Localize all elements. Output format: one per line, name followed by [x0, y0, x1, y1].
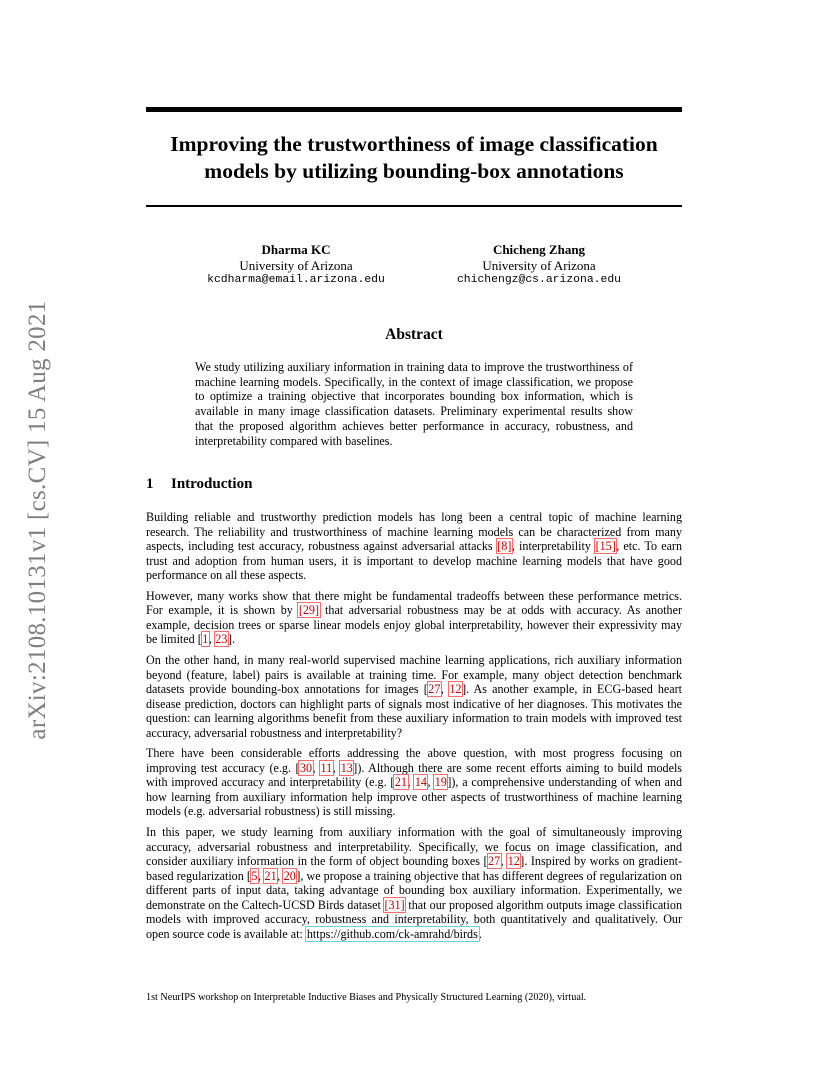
- citation-link[interactable]: 19: [434, 775, 447, 790]
- text-run: ). Although there are some recent efforts aiming to build models with improved accuracy and interpretability (e.g.: [146, 760, 683, 790]
- citation-link[interactable]: 14: [414, 775, 427, 790]
- citation-link[interactable]: [8]: [497, 539, 512, 553]
- text-run: In this paper, we study learning from auxiliary information with the goal of simultaneously improving accuracy, adversarial robustness and interpretability. Specifically, we focus on image classification, and consider auxiliary information in the form of object bounding boxes: [146, 825, 682, 869]
- paper-title: [146, 131, 682, 185]
- text-run: On the other hand, in many real-world supervised machine learning applications, rich auxiliary information beyond (feature, label) pairs is available at training time. For example, many object detection benchmark datasets provide bounding-box annotations for images: [146, 653, 682, 697]
- text-run: . Inspired by works on gradient-based regularization: [146, 854, 683, 883]
- author-name: Dharma KC: [261, 242, 331, 257]
- citation-link[interactable]: [15]: [595, 539, 616, 553]
- author-block-1: [180, 242, 412, 289]
- citation-link[interactable]: 5: [251, 868, 258, 883]
- author-email: chichengz@cs.arizona.edu: [456, 274, 622, 286]
- section-title: Introduction: [171, 476, 253, 492]
- paragraph-2: However, many works show that there might be fundamental tradeoffs between these performance metrics. For example, it is shown by [29] that adversarial robustness may be at odds with accuracy. As another example, decision trees or sparse linear models enjoy global interpretability, however their expressivity may be limited [1, 23].: [146, 588, 683, 647]
- abstract-text: We study utilizing auxiliary information in training data to improve the trustworthiness of machine learning models. Specifically, in the context of image classification, we propose to optimize a training objective that incorporates bounding box information, which is available in many image classification datasets. Preliminary experimental results show that the proposed algorithm achieves better performance in accuracy, robustness, and interpretability compared with baselines.: [195, 360, 633, 448]
- author-email: kcdharma@email.arizona.edu: [207, 274, 385, 286]
- citation-link[interactable]: 1: [202, 632, 209, 647]
- venue-footnote: 1st NeurIPS workshop on Interpretable Inductive Biases and Physically Structured Learning (2020), virtual.: [146, 992, 587, 1003]
- text-run: ), a comprehensive understanding of when and how learning from auxiliary information help improve other aspects of trustworthiness of machine learning models (e.g. adversarial robustness) is still missing.: [146, 775, 683, 819]
- citation-link[interactable]: 20: [283, 868, 296, 883]
- section-heading-introduction: [146, 476, 252, 493]
- text-run: There have been considerable efforts addressing the above question, with most progress focusing on improving test accuracy (e.g.: [146, 746, 682, 775]
- author-name: Chicheng Zhang: [492, 242, 586, 257]
- text-run: However, many works show that there might be fundamental tradeoffs between these performance metrics. For example, it is shown by: [146, 588, 682, 618]
- paragraph-5: In this paper, we study learning from auxiliary information with the goal of simultaneously improving accuracy, adversarial robustness and interpretability. Specifically, we focus on image classification, and consider auxiliary information in the form of object bounding boxes [27, 12]. Inspired by works on gradient-based regularization [5, 21, 20], we propose a training objective that has different degrees of regularization on different parts of input data, taking advantage of bounding box auxiliary information. Experimentally, we demonstrate on the Caltech-UCSD Birds dataset [31] that our proposed algorithm outputs image classification models with improved accuracy, robustness and interpretability, both quantitatively and qualitatively. Our open source code is available at: https://github.com/ck-amrahd/birds.: [146, 825, 683, 941]
- author-affiliation: University of Arizona: [239, 257, 353, 273]
- citation-link[interactable]: 30: [299, 760, 313, 775]
- paragraph-1: [146, 510, 682, 583]
- citation-link[interactable]: 13: [340, 760, 353, 775]
- title-line-2: models by utilizing bounding-box annotations: [204, 159, 624, 183]
- text-run: , we propose a training objective that has different degrees of regularization on different parts of input data, taking advantage of bounding box auxiliary information. Experimentally, we demonstrate on the Caltech-UCSD Birds dataset: [146, 868, 682, 912]
- text-run: .: [231, 632, 236, 647]
- text-run: Building reliable and trustworthy prediction models has long been a central topic of machine learning research. The reliability and trustworthiness of machine learning models can be characterized from many aspects, including test accuracy, robustness against adversarial attacks: [146, 510, 682, 553]
- citation-link[interactable]: 21: [264, 868, 277, 883]
- introduction-body: [146, 510, 682, 947]
- text-run: .: [478, 926, 482, 941]
- github-url-link[interactable]: https://github.com/ck-amrahd/birds: [306, 926, 478, 941]
- citation-link[interactable]: 21: [394, 775, 408, 790]
- title-top-rule: [146, 107, 682, 112]
- text-run: . As another example, in ECG-based heart disease prediction, doctors can highlight parts of signals most indicative of her diagnoses. This motivates the question: can learning algorithms benefit from these auxiliary information to train models with improved test accuracy, adversarial robustness and interpretability?: [146, 682, 683, 740]
- citation-link[interactable]: 27: [428, 682, 441, 697]
- citation-link[interactable]: 27: [488, 854, 501, 869]
- text-run: , interpretability: [511, 539, 596, 553]
- citation-link[interactable]: 23: [215, 632, 228, 647]
- text-run: that adversarial robustness may be at odds with accuracy. As another example, decision trees or sparse linear models enjoy global interpretability, however their expressivity may be limited: [146, 603, 683, 647]
- title-bottom-rule: [146, 205, 682, 207]
- citation-link[interactable]: 12: [449, 682, 462, 697]
- paragraph-3: On the other hand, in many real-world supervised machine learning applications, rich auxiliary information beyond (feature, label) pairs is available at training time. For example, many object detection benchmark datasets provide bounding-box annotations for images [27, 12]. As another example, in ECG-based heart disease prediction, doctors can highlight parts of signals most indicative of her diagnoses. This motivates the question: can learning algorithms benefit from these auxiliary information to train models with improved test accuracy, adversarial robustness and interpretability?: [146, 653, 683, 740]
- title-line-1: Improving the trustworthiness of image classification: [170, 132, 658, 156]
- citation-link[interactable]: 11: [320, 760, 333, 775]
- citation-link[interactable]: [29]: [298, 603, 320, 618]
- text-run: , etc. To earn trust and adoption from human users, it is important to develop machine learning models that have good performance on all these aspects.: [146, 539, 683, 582]
- section-number: 1: [146, 476, 154, 492]
- arxiv-id-text: arXiv:2108.10131v1 [cs.CV] 15 Aug 2021: [24, 300, 51, 740]
- abstract-heading: Abstract: [385, 326, 443, 343]
- citation-link[interactable]: [31]: [384, 897, 405, 912]
- paragraph-4: There have been considerable efforts addressing the above question, with most progress focusing on improving test accuracy (e.g. [30, 11, 13]). Although there are some recent efforts aiming to build models with improved accuracy and interpretability (e.g. [21, 14, 19]), a comprehensive understanding of when and how learning from auxiliary information help improve other aspects of trustworthiness of machine learning models (e.g. adversarial robustness) is still missing.: [146, 746, 683, 819]
- text-run: that our proposed algorithm outputs image classification models with improved accuracy, robustness and interpretability, both quantitatively and qualitatively. Our open source code is available at:: [146, 897, 682, 941]
- author-block-2: [428, 242, 650, 289]
- author-affiliation: University of Arizona: [482, 257, 596, 273]
- citation-link[interactable]: 12: [507, 854, 520, 869]
